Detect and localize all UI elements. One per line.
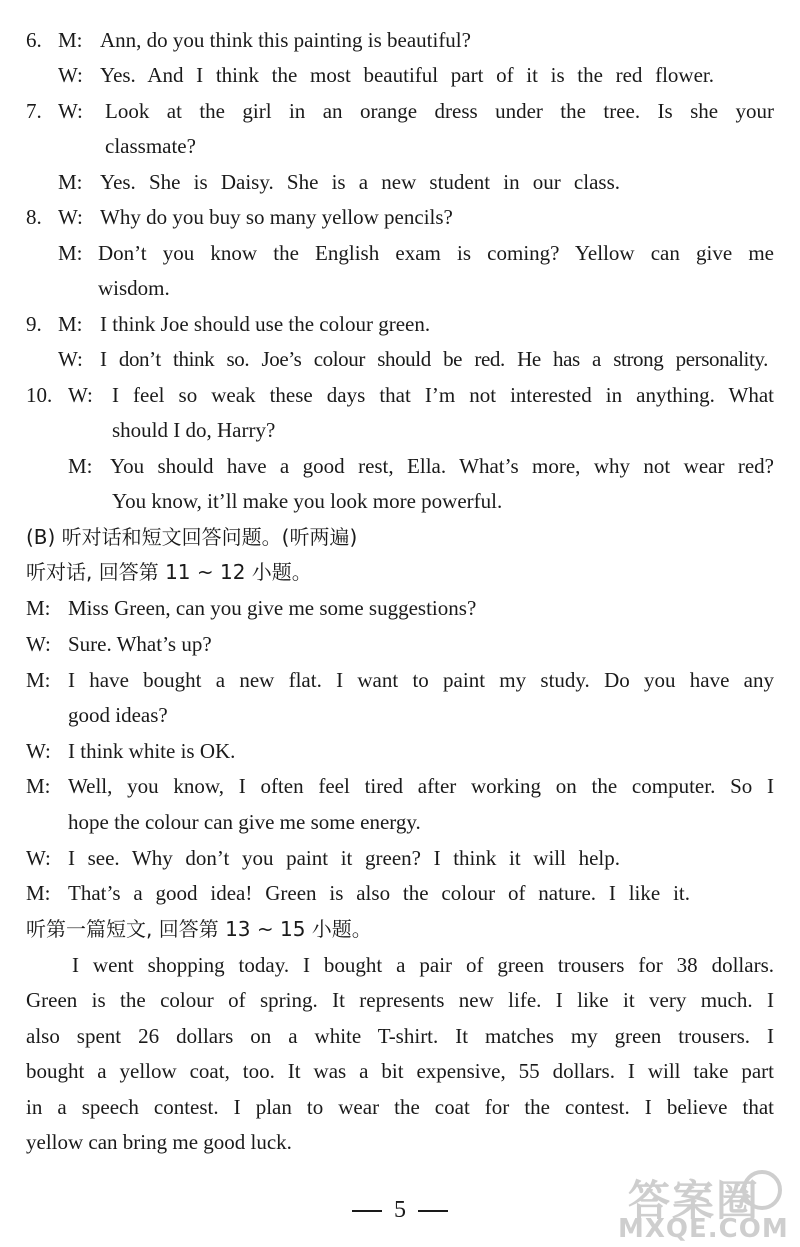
speaker-label: M: bbox=[26, 596, 51, 620]
question-number: 10. bbox=[26, 383, 53, 407]
question-number: 8. bbox=[26, 205, 42, 229]
dialogue-text: Look at the girl in an orange dress under the tree. Is she your bbox=[105, 99, 774, 123]
speaker-label: W: bbox=[58, 347, 83, 371]
dialogue-text: You know, it’ll make you look more powerful. bbox=[112, 489, 503, 513]
passage-text: I went shopping today. I bought a pair of green trousers for 38 dollars. bbox=[72, 953, 774, 977]
question-number: 9. bbox=[26, 312, 42, 336]
instruction-text: 听对话, 回答第 11 ~ 12 小题。 bbox=[26, 560, 312, 584]
speaker-label: W: bbox=[68, 383, 93, 407]
watermark bbox=[548, 1168, 788, 1244]
speaker-label: M: bbox=[58, 241, 83, 265]
dialogue-text: I have bought a new flat. I want to paint my study. Do you have any bbox=[68, 668, 774, 692]
dialogue-text: Sure. What’s up? bbox=[68, 632, 212, 656]
speaker-label: M: bbox=[26, 881, 51, 905]
speaker-label: W: bbox=[58, 63, 83, 87]
dialogue-text: I see. Why don’t you paint it green? I think it will help. bbox=[68, 846, 620, 870]
dash-right bbox=[418, 1210, 448, 1212]
dialogue-text: Yes. And I think the most beautiful part of it is the red flower. bbox=[100, 63, 714, 87]
dialogue-text: good ideas? bbox=[68, 703, 168, 727]
dialogue-text: wisdom. bbox=[98, 276, 170, 300]
watermark-site: MXQE.COM bbox=[618, 1214, 789, 1244]
dialogue-text: Miss Green, can you give me some suggestions? bbox=[68, 596, 477, 620]
speaker-label: W: bbox=[26, 846, 51, 870]
dialogue-text: I think white is OK. bbox=[68, 739, 236, 763]
speaker-label: M: bbox=[58, 28, 83, 52]
speaker-label: W: bbox=[58, 99, 83, 123]
speaker-label: M: bbox=[58, 312, 83, 336]
passage-text: bought a yellow coat, too. It was a bit expensive, 55 dollars. I will take part bbox=[26, 1059, 774, 1083]
page-number-value: 5 bbox=[394, 1197, 406, 1223]
dialogue-text: You should have a good rest, Ella. What’s more, why not wear red? bbox=[110, 454, 774, 478]
dialogue-text: I feel so weak these days that I’m not interested in anything. What bbox=[112, 383, 774, 407]
speaker-label: W: bbox=[26, 632, 51, 656]
dialogue-text: Yes. She is Daisy. She is a new student in our class. bbox=[100, 170, 620, 194]
dialogue-text: That’s a good idea! Green is also the colour of nature. I like it. bbox=[68, 881, 690, 905]
speaker-label: M: bbox=[26, 774, 51, 798]
question-number: 7. bbox=[26, 99, 42, 123]
passage-text: also spent 26 dollars on a white T-shirt. It matches my green trousers. I bbox=[26, 1024, 774, 1048]
dash-left bbox=[352, 1210, 382, 1212]
dialogue-text: hope the colour can give me some energy. bbox=[68, 810, 421, 834]
dialogue-text: Well, you know, I often feel tired after working on the computer. So I bbox=[68, 774, 774, 798]
instruction-text: 听第一篇短文, 回答第 13 ~ 15 小题。 bbox=[26, 917, 372, 941]
speaker-label: W: bbox=[26, 739, 51, 763]
speaker-label: M: bbox=[68, 454, 93, 478]
dialogue-text: I don’t think so. Joe’s colour should be red. He has a strong personality. bbox=[100, 347, 768, 371]
speaker-label: M: bbox=[26, 668, 51, 692]
dialogue-text: should I do, Harry? bbox=[112, 418, 276, 442]
dialogue-text: classmate? bbox=[105, 134, 196, 158]
dialogue-text: Don’t you know the English exam is coming? Yellow can give me bbox=[98, 241, 774, 265]
dialogue-text: Ann, do you think this painting is beautiful? bbox=[100, 28, 471, 52]
speaker-label: M: bbox=[58, 170, 83, 194]
dialogue-text: I think Joe should use the colour green. bbox=[100, 312, 431, 336]
section-b-title: (B) 听对话和短文回答问题。(听两遍) bbox=[26, 525, 358, 549]
passage-text: Green is the colour of spring. It represents new life. I like it very much. I bbox=[26, 988, 774, 1012]
passage-text: yellow can bring me good luck. bbox=[26, 1130, 292, 1154]
passage-text: in a speech contest. I plan to wear the coat for the contest. I believe that bbox=[26, 1095, 774, 1119]
question-number: 6. bbox=[26, 28, 42, 52]
watermark-seal-icon bbox=[742, 1170, 782, 1210]
speaker-label: W: bbox=[58, 205, 83, 229]
watermark-logo: 答案圈 bbox=[628, 1176, 761, 1225]
dialogue-text: Why do you buy so many yellow pencils? bbox=[100, 205, 453, 229]
